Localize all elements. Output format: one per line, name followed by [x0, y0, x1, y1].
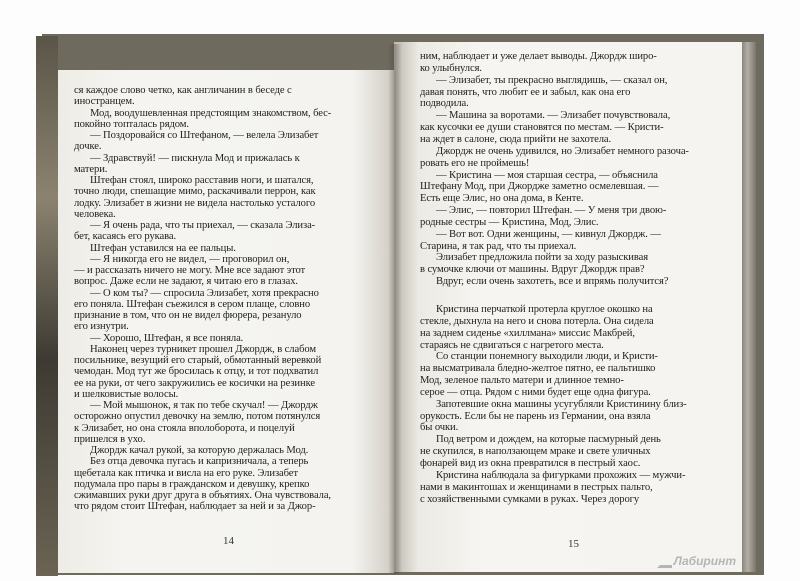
text-line: посильнике, везущий его старый, обмотанный веревкой: [74, 355, 322, 366]
text-line: его изнутри.: [74, 321, 129, 333]
text-line: Штефану Мод, при Джордже заметно осмелевшая. —: [420, 181, 659, 193]
text-line: ко улыбнулся.: [420, 62, 482, 74]
text-line: вопрос. Даже если не задают, я читаю его в глазах.: [74, 276, 298, 288]
text-line: Мод, зеленое пальто матери и длинное темно-: [420, 375, 624, 387]
text-line: ровать его не проймешь!: [420, 157, 530, 169]
text-line: — Элизабет, ты прекрасно выглядишь, — сказал он,: [436, 74, 668, 86]
text-line: не скупился, в наползающем мраке и свете уличных: [420, 446, 651, 458]
text-line: подводила.: [420, 98, 469, 110]
text-line: Под ветром и дождем, на которые пасмурный день: [436, 434, 661, 446]
text-line: в сумочке ключи от машины. Вдруг Джордж прав?: [420, 264, 645, 276]
text-line: Со станции понемногу выходили люди, и Кристи-: [436, 351, 658, 363]
text-line: — Кристина — моя старшая сестра, — объяснила: [436, 169, 658, 181]
cover-edge: [36, 36, 58, 576]
book-gutter: [388, 44, 402, 574]
text-line: ним, наблюдает и уже делает выводы. Джордж широ-: [420, 51, 657, 62]
text-line: ся каждое слово четко, как англичанин в беседе с: [74, 85, 292, 96]
text-line: дочке.: [74, 141, 102, 153]
text-line: Наконец через турникет прошел Джордж, в слабом: [90, 343, 316, 355]
text-line: Джордж качал рукой, за которую держалась Мод.: [90, 445, 309, 456]
text-line: бет, касаясь его рукава.: [74, 231, 177, 243]
text-line: как кусочки ее души становятся по местам. — Кристи-: [420, 122, 664, 134]
text-line: Кристина перчаткой протерла круглое окошко на: [436, 303, 653, 315]
text-line: с хозяйственными сумками в руках. Через дорогу: [420, 493, 640, 505]
right-page-number: 15: [568, 538, 579, 550]
text-line: — Машина за воротами. — Элизабет почувствовала,: [436, 110, 671, 122]
right-page: [394, 42, 744, 572]
text-line: — Хорошо, Штефан, я все поняла.: [90, 332, 244, 344]
watermark-logo: [657, 554, 736, 568]
text-line: человека.: [74, 208, 116, 220]
text-line: щебетала как птичка и висла на его руке. Элизабет: [74, 467, 298, 479]
text-line: давая понять, что любит ее и забыл, как она его: [420, 86, 631, 98]
text-line: к Элизабет, но она стояла вполоборота, и поцелуй: [74, 422, 295, 434]
text-line: иностранцем.: [74, 96, 135, 108]
text-line: стараясь не сдвигаться с нагретого места.: [420, 339, 604, 351]
text-line: Джордж не очень удивился, но Элизабет немного разоча-: [436, 145, 689, 157]
text-line: — Здравствуй! — пискнула Мод и прижалась к: [90, 152, 300, 164]
page-stack-edge: [742, 42, 756, 572]
watermark-text: Лабиринт: [673, 553, 736, 568]
text-line: орукость. Если бы не парень из Германии, она взяла: [420, 410, 651, 422]
text-line: Мод, воодушевленная предстоящим знакомством, бес-: [90, 107, 332, 119]
text-line: — Я никогда его не видел, — проговорил он,: [90, 253, 290, 265]
text-line: Штефан уставился на ее пальцы.: [90, 242, 236, 254]
watermark-icon: [657, 555, 672, 568]
text-line: Запотевшие окна машины усугубляли Кристинину близ-: [436, 398, 687, 410]
text-line: — О ком ты? — спросила Элизабет, хотя прекрасно: [90, 287, 319, 299]
text-line: стекле, дыхнула на него и снова потерла. Она сидела: [420, 315, 654, 327]
text-line: признание в том, что он не видел фюрера, резануло: [74, 310, 302, 321]
text-line: на ждет в салоне, сюда прийти не захотела.: [420, 133, 612, 145]
text-line: серое — отца. Рядом с ними будет еще одна фигура.: [420, 386, 651, 398]
text-line: Элизабет предложила пойти за ходу разыскивая: [436, 252, 648, 264]
text-line: — Поздоровайся со Штефаном, — велела Элизабет: [90, 130, 319, 141]
text-line: — Мой мышонок, я так по тебе скучал! — Джордж: [90, 400, 318, 411]
text-line: — и рассказать ничего не могу. Мне все задают этот: [74, 265, 306, 276]
text-line: Без отца девочка пугась и капризничала, а теперь: [90, 456, 309, 468]
text-line: Есть еще Элис, но она дома, в Кенте.: [420, 193, 584, 205]
text-line: ее на руки, от чего закружились ее косички на резинке: [74, 377, 315, 389]
text-line: родные сестры — Кристина, Мод, Элис.: [420, 216, 599, 228]
text-line: Вдруг, если очень захотеть, все и впрямь получится?: [436, 276, 669, 288]
text-line: точно люди, спешащие мимо, раскачивали перрон, как: [74, 186, 316, 198]
text-line: пришелся в ухо.: [74, 433, 146, 445]
text-line: — Я очень рада, что ты приехал, — сказала Элиза-: [90, 220, 316, 231]
text-line: сжимавших руки друг друга в объятиях. Она чувствовала,: [74, 490, 331, 501]
text-line: матери.: [74, 163, 108, 175]
text-line: Кристина наблюдала за фигурками прохожих — мужчи-: [436, 469, 686, 481]
text-line: бы очки.: [420, 422, 459, 434]
left-page-number: 14: [223, 535, 234, 547]
left-page: [58, 70, 394, 573]
text-line: и шелковистые волосы.: [74, 388, 179, 400]
text-line: Штефан стоял, широко расставив ноги, и шатался,: [90, 175, 314, 186]
text-line: на заднем сиденье «хиллмана» миссис Макбрей,: [420, 327, 635, 339]
text-line: нами в макинтошах и женщинами в пестрых пальто,: [420, 481, 653, 493]
text-line: осторожно опустил девочку на землю, потом потянулся: [74, 411, 321, 423]
text-line: — Элис, — повторил Штефан. — У меня три двою-: [436, 205, 667, 217]
text-line: фонарей вид из окна превратился в пестрый хаос.: [420, 458, 641, 470]
text-line: Старина, я так рад, что ты приехал.: [420, 240, 577, 252]
text-line: его поняла. Штефан съежился в сером плаще, словно: [74, 298, 311, 310]
text-line: чемодан. Мод тут же бросилась к отцу, и тот подхватил: [74, 366, 319, 378]
text-line: на высматривала бледно-желтое пятно, ее пальтишко: [420, 363, 656, 375]
text-line: покойно топталась рядом.: [74, 118, 189, 130]
text-line: подумала про пары в гражданском и девушку, крепко: [74, 478, 310, 490]
text-line: что рядом стоит Штефан, наблюдает за ней и за Джор-: [74, 501, 316, 513]
text-line: — Вот вот. Одни женщины, — кивнул Джордж. —: [436, 228, 661, 240]
text-line: лодку. Элизабет в жизни не видела настолько усталого: [74, 197, 316, 209]
